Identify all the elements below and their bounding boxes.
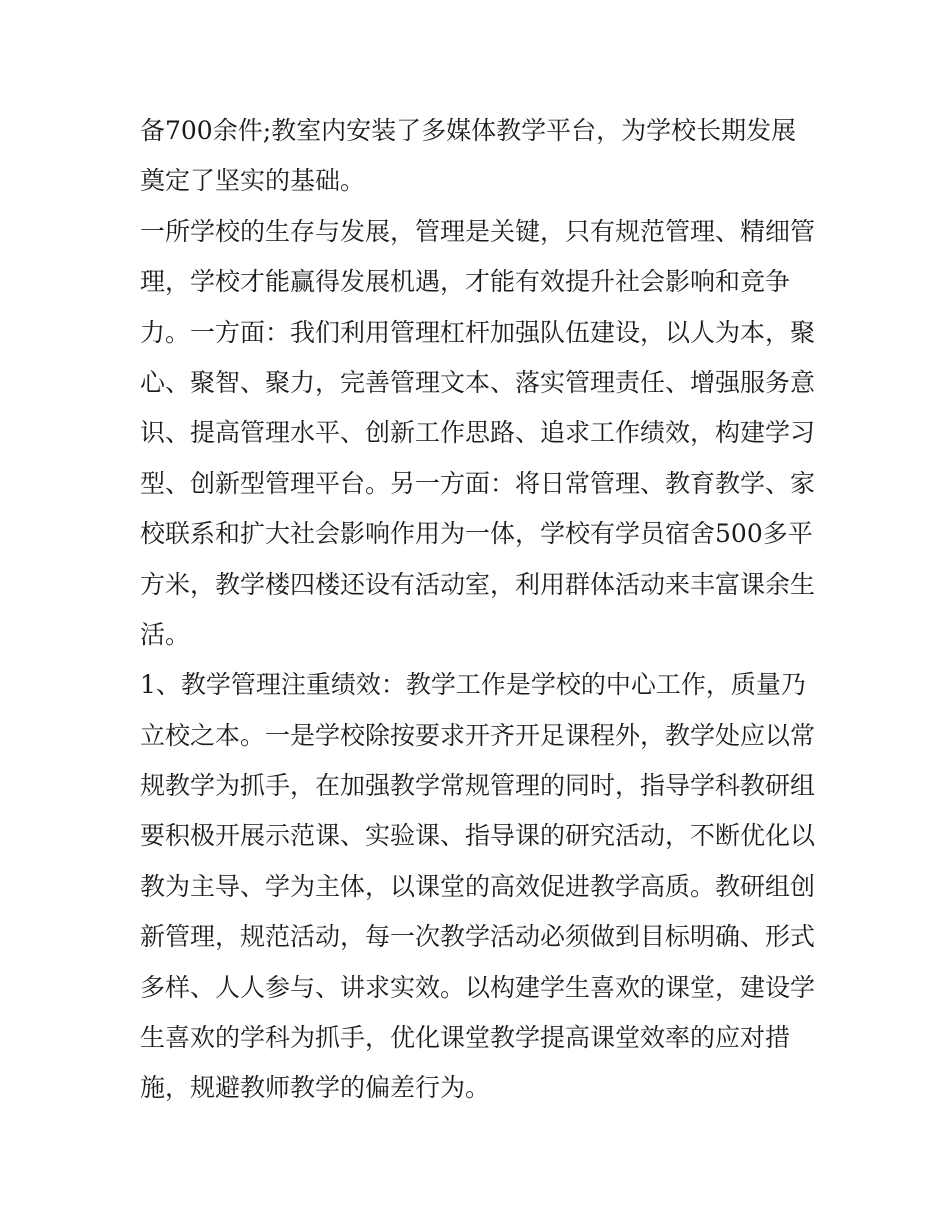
text-line: 一所学校的生存与发展，管理是关键，只有规范管理、精细管 <box>140 216 816 246</box>
text-line: 新管理，规范活动，每一次教学活动必须做到目标明确、形式 <box>140 922 816 952</box>
text-line: 规教学为抓手，在加强教学常规管理的同时，指导学科教研组 <box>140 771 816 801</box>
text-line: 多样、人人参与、讲求实效。以构建学生喜欢的课堂，建设学 <box>140 972 816 1002</box>
text-line: 心、聚智、聚力，完善管理文本、落实管理责任、增强服务意 <box>140 367 816 397</box>
text-line: 生喜欢的学科为抓手，优化课堂教学提高课堂效率的应对措 <box>140 1023 791 1053</box>
text-line: 要积极开展示范课、实验课、指导课的研究活动，不断优化以 <box>140 821 816 851</box>
text-line: 奠定了坚实的基础。 <box>140 166 366 196</box>
text-line: 施，规避教师教学的偏差行为。 <box>140 1073 491 1103</box>
text-line: 力。一方面：我们利用管理杠杆加强队伍建设，以人为本，聚 <box>140 317 816 347</box>
document-body <box>140 106 820 1114</box>
text-line: 校联系和扩大社会影响作用为一体，学校有学员宿舍500多平 <box>140 519 813 549</box>
text-line: 备700余件;教室内安装了多媒体教学平台，为学校长期发展 <box>140 116 797 145</box>
text-line: 立校之本。一是学校除按要求开齐开足课程外，教学处应以常 <box>140 720 816 750</box>
text-line: 型、创新型管理平台。另一方面：将日常管理、教育教学、家 <box>140 468 816 498</box>
text-line: 理，学校才能赢得发展机遇，才能有效提升社会影响和竞争 <box>140 267 791 297</box>
text-line: 识、提高管理水平、创新工作思路、追求工作绩效，构建学习 <box>140 418 816 448</box>
text-line: 活。 <box>140 619 191 649</box>
text-line: 教为主导、学为主体，以课堂的高效促进教学高质。教研组创 <box>140 871 816 901</box>
text-line: 方米，教学楼四楼还设有活动室，利用群体活动来丰富课余生 <box>140 569 816 599</box>
text-line: 1、教学管理注重绩效：教学工作是学校的中心工作，质量乃 <box>140 670 806 700</box>
